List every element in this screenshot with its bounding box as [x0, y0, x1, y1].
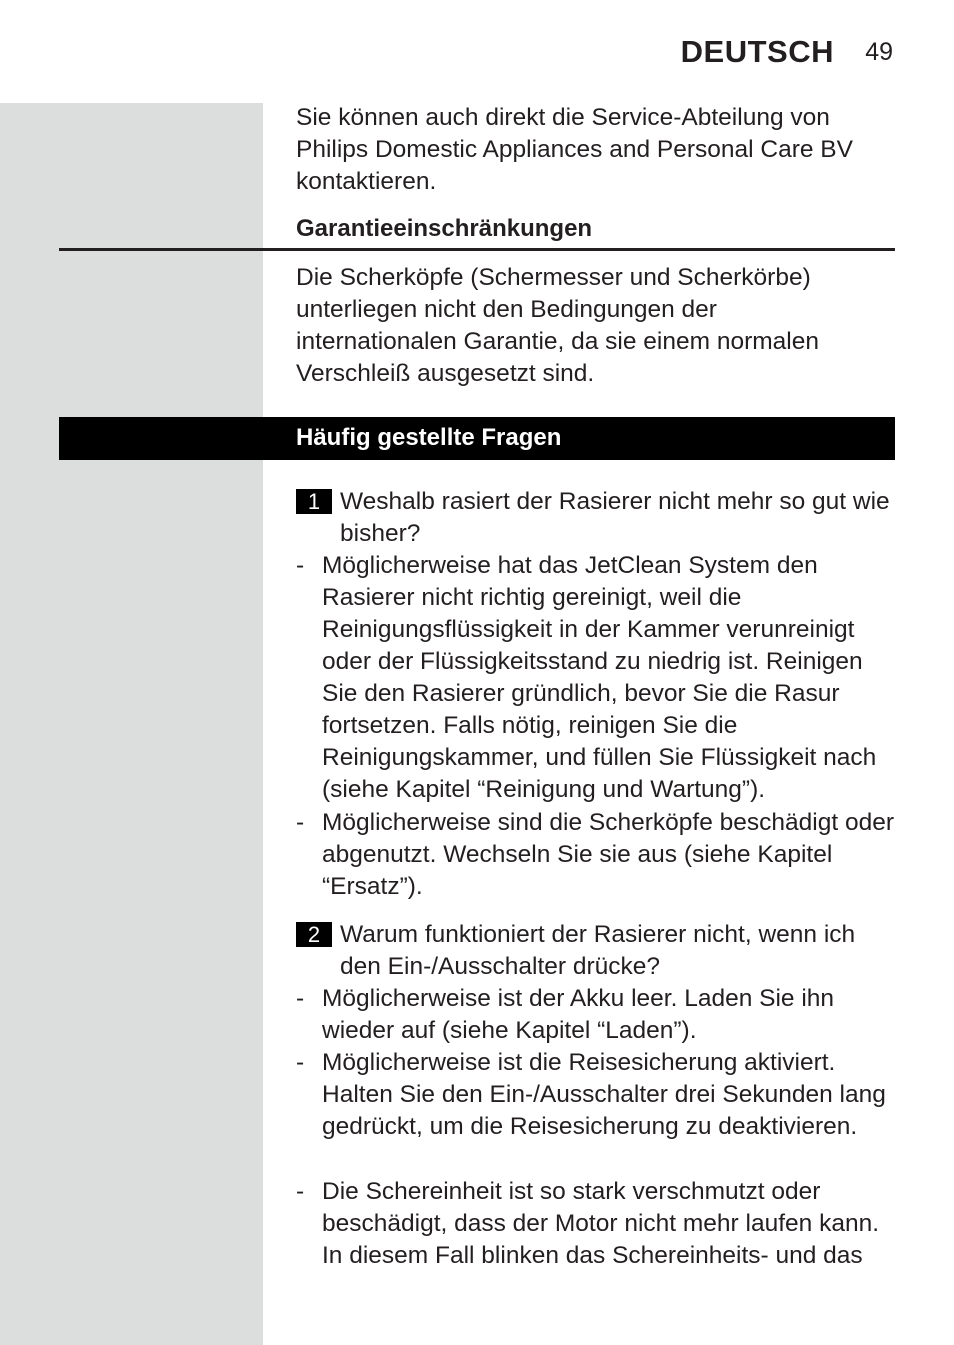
faq-answer-item	[296, 807, 901, 903]
faq-question-1	[296, 486, 901, 550]
page-language-header: DEUTSCH	[680, 34, 834, 69]
faq-section-banner	[59, 417, 895, 460]
faq-question-2	[296, 919, 901, 983]
warranty-heading: Garantieeinschränkungen	[296, 215, 593, 242]
question-text: Weshalb rasiert der Rasierer nicht mehr so gut wie bisher?	[340, 488, 890, 547]
faq-heading: Häufig gestellte Fragen	[296, 424, 562, 451]
question-number-badge: 2	[296, 922, 332, 947]
dash-marker: -	[296, 1178, 305, 1205]
answer-text: Möglicherweise ist die Reisesicherung aktiviert. Halten Sie den Ein-/Ausschalter drei Sekunden lang gedrückt, um die Reisesicherung zu deaktivieren.	[322, 1049, 886, 1140]
answer-text: Die Schereinheit ist so stark verschmutzt oder beschädigt, dass der Motor nicht mehr laufen kann. In diesem Fall blinken das Schereinheits- und das	[322, 1178, 880, 1269]
dash-marker: -	[296, 552, 305, 579]
answer-text: Möglicherweise hat das JetClean System den Rasierer nicht richtig gereinigt, weil die Reinigungsflüssigkeit in der Kammer verunreinigt oder der Flüssigkeitsstand zu niedrig ist. Reinigen Sie den Rasierer gründlich, bevor Sie die Rasur fortsetzen. Falls nötig, reinigen Sie die Reinigungskammer, und füllen Sie Flüssigkeit nach (siehe Kapitel “Reinigung und Wartung”).	[322, 552, 877, 803]
question-number-badge: 1	[296, 489, 332, 514]
left-margin-band	[0, 103, 263, 1345]
dash-marker: -	[296, 985, 305, 1012]
dash-marker: -	[296, 1049, 305, 1076]
answer-text: Möglicherweise sind die Scherköpfe beschädigt oder abgenutzt. Wechseln Sie sie aus (siehe Kapitel “Ersatz”).	[322, 809, 894, 900]
faq-answer-item	[296, 983, 901, 1047]
dash-marker: -	[296, 809, 305, 836]
question-text: Warum funktioniert der Rasierer nicht, wenn ich den Ein-/Ausschalter drücke?	[340, 921, 856, 980]
faq-answer-item	[296, 1047, 901, 1143]
faq-answer-item	[296, 1176, 901, 1272]
answer-text: Möglicherweise ist der Akku leer. Laden Sie ihn wieder auf (siehe Kapitel “Laden”).	[322, 985, 835, 1044]
intro-paragraph: Sie können auch direkt die Service-Abteilung von Philips Domestic Appliances and Personal Care BV kontaktieren.	[296, 104, 853, 195]
section-rule	[59, 248, 895, 251]
faq-answer-item	[296, 550, 901, 806]
page-number: 49	[865, 38, 893, 66]
warranty-paragraph: Die Scherköpfe (Schermesser und Scherkörbe) unterliegen nicht den Bedingungen der internationalen Garantie, da sie einem normalen Verschleiß ausgesetzt sind.	[296, 264, 819, 387]
